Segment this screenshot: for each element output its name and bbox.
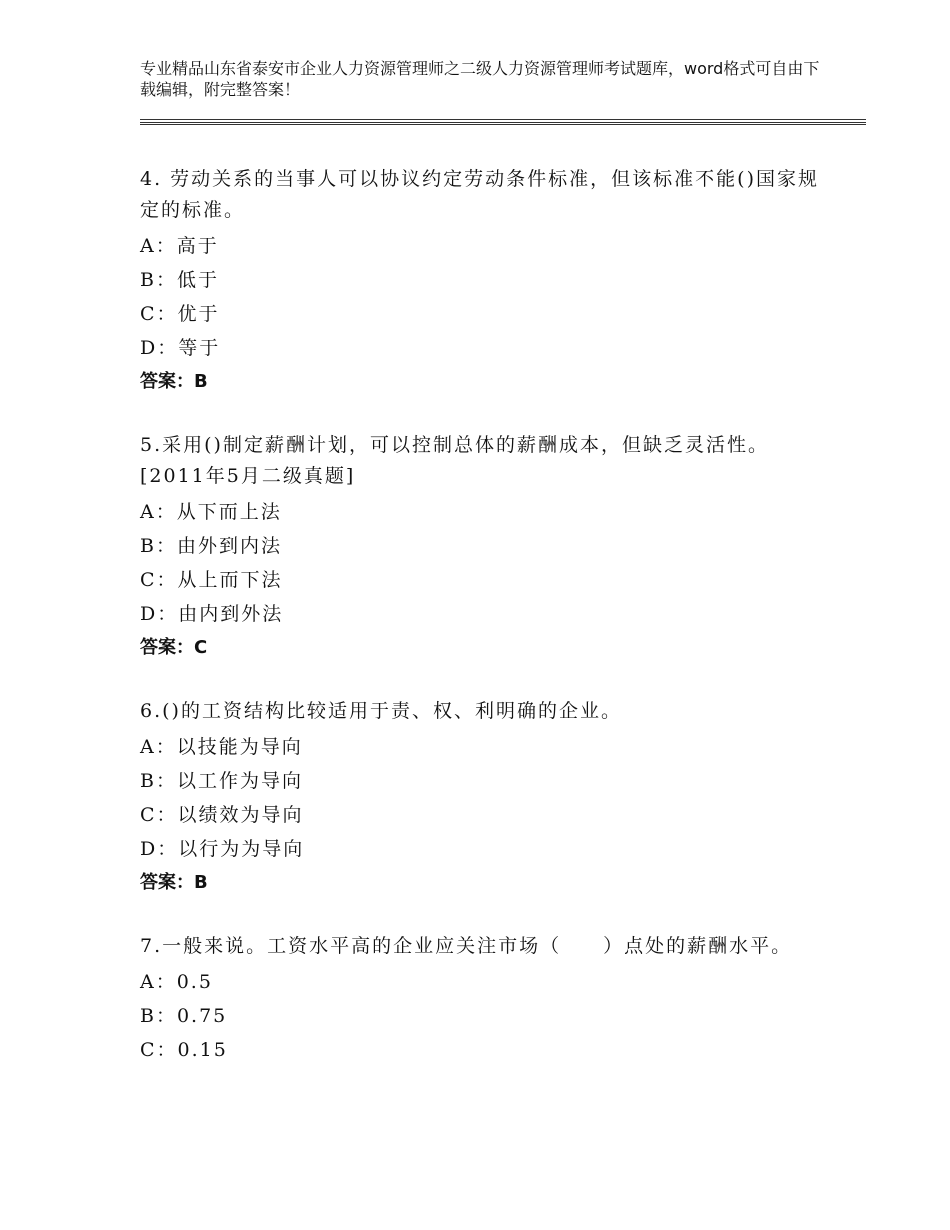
document-header (140, 58, 830, 100)
answer-line: 答案：C (140, 637, 208, 658)
option-b: B：0.75 (140, 1005, 228, 1027)
question-list (140, 164, 820, 1098)
header-title: 专业精品山东省泰安市企业人力资源管理师之二级人力资源管理师考试题库，word格式可自由下载编辑，附完整答案！ (140, 59, 820, 99)
option-a: A：从下而上法 (140, 501, 282, 523)
option-a: A：以技能为导向 (140, 736, 303, 758)
question-5 (140, 430, 820, 665)
option-d: D：以行为为导向 (140, 838, 305, 860)
header-divider (140, 119, 866, 125)
option-c: C：0.15 (140, 1039, 228, 1061)
option-d: D：等于 (140, 337, 221, 359)
option-c: C：优于 (140, 303, 220, 325)
question-stem: 4. 劳动关系的当事人可以协议约定劳动条件标准，但该标准不能()国家规定的标准。 (140, 168, 819, 221)
option-b: B：由外到内法 (140, 535, 282, 557)
option-b: B：以工作为导向 (140, 770, 303, 792)
question-6 (140, 696, 820, 900)
option-b: B：低于 (140, 269, 219, 291)
option-d: D：由内到外法 (140, 603, 284, 625)
question-7 (140, 931, 820, 1067)
question-4 (140, 164, 820, 399)
answer-line: 答案：B (140, 872, 208, 893)
question-stem: 6.()的工资结构比较适用于责、权、利明确的企业。 (140, 700, 622, 722)
answer-line: 答案：B (140, 371, 208, 392)
option-c: C：以绩效为导向 (140, 804, 304, 826)
question-stem: 7.一般来说。工资水平高的企业应关注市场（ ）点处的薪酬水平。 (140, 935, 793, 957)
option-a: A：0.5 (140, 971, 213, 993)
option-c: C：从上而下法 (140, 569, 283, 591)
question-stem: 5.采用()制定薪酬计划，可以控制总体的薪酬成本，但缺乏灵活性。[2011年5月二级真题] (140, 434, 769, 487)
option-a: A：高于 (140, 235, 219, 257)
